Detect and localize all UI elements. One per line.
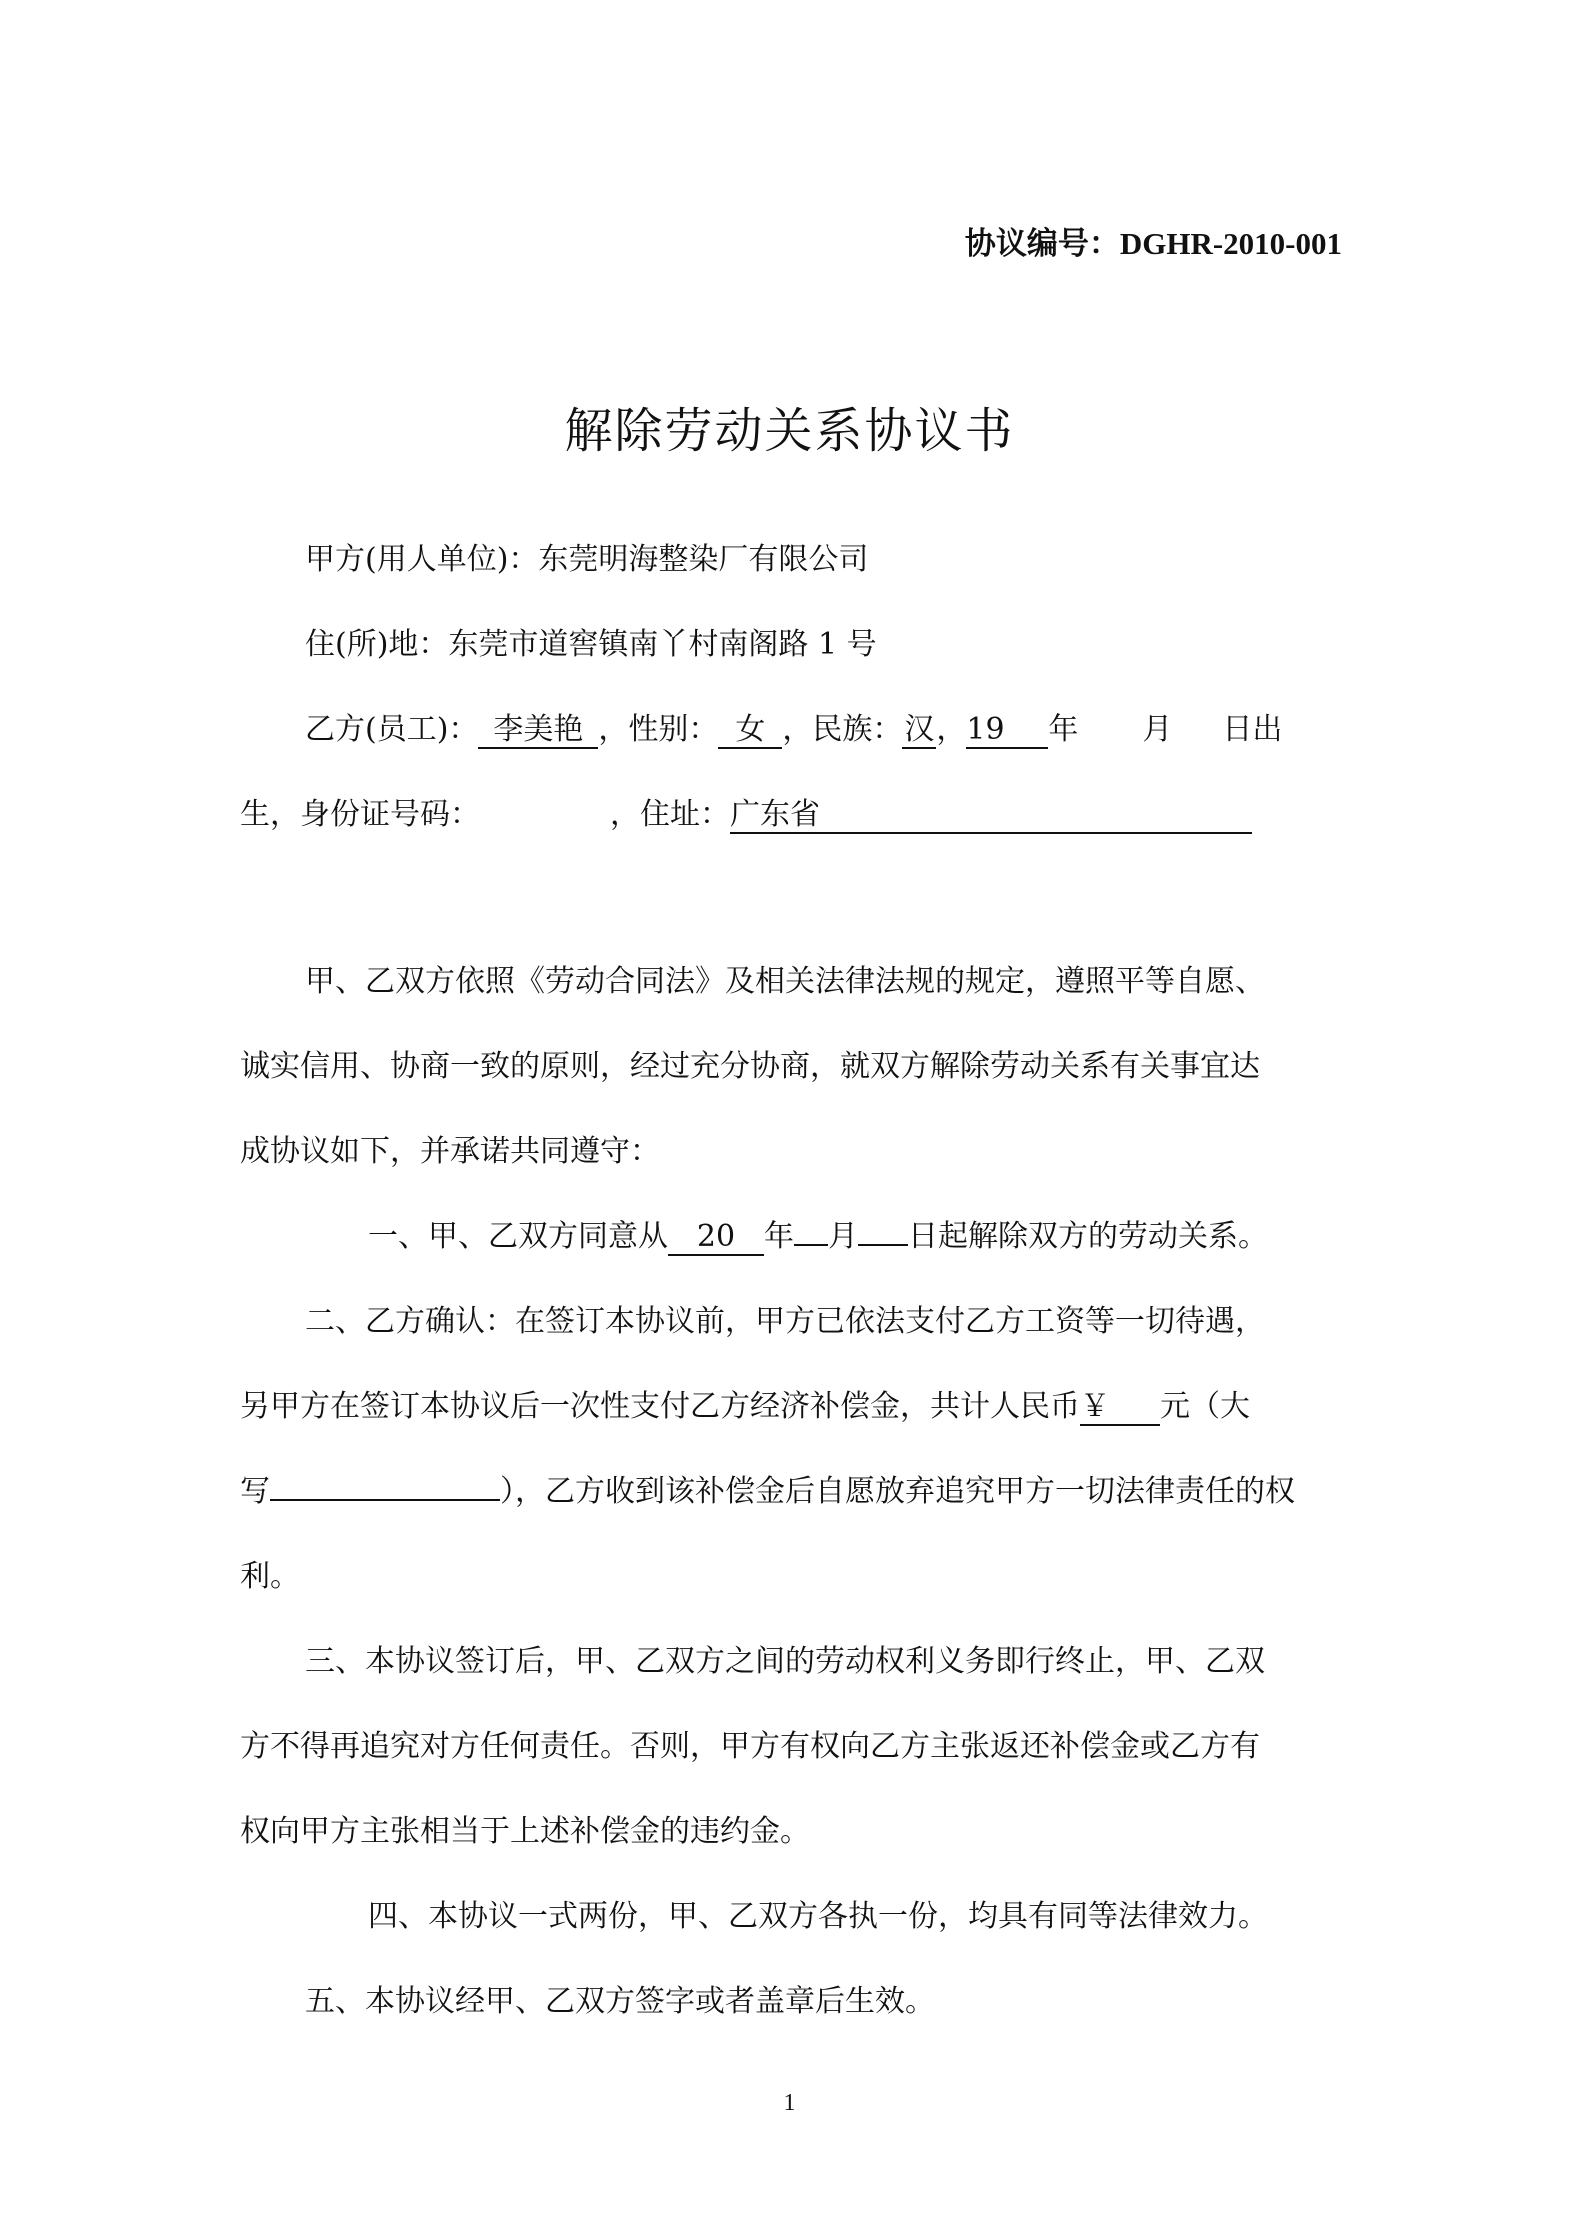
party-b-label: 乙方(员工)：	[305, 712, 479, 747]
document-title: 解除劳动关系协议书	[564, 403, 1015, 459]
party-b-id-label: 生，身份证号码：	[240, 797, 480, 832]
party-b-gender-label: ，性别：	[598, 712, 719, 747]
party-b-line: 乙方(员工)： 李美艳 ，性别： 女 ，民族：汉，19 年 月 日出	[305, 712, 1283, 747]
clause-1	[368, 1217, 1268, 1257]
page-number: 1	[783, 2090, 796, 2116]
preamble-line-1: 甲、乙双方依照《劳动合同法》及相关法律法规的规定，遵照平等自愿、	[305, 964, 1265, 999]
clause-2-line-3-start: 写	[240, 1474, 270, 1509]
clause-2-line-4: 利。	[240, 1559, 300, 1594]
party-b-address-label: ，住址：	[610, 797, 730, 832]
party-a-address-line	[305, 625, 877, 665]
party-b-year-label: 年	[1048, 712, 1079, 747]
clause-1-end: 日起解除双方的劳动关系。	[908, 1219, 1268, 1254]
party-a-address-label: 住(所)地：	[305, 627, 449, 662]
clause-1-month-label: 月	[828, 1219, 858, 1254]
clause-1-month-blank	[794, 1244, 828, 1246]
clause-2-line-2-end: 元（大	[1160, 1389, 1250, 1424]
clause-2-line-2	[240, 1387, 1250, 1427]
preamble-line-3: 成协议如下，并承诺共同遵守：	[240, 1134, 660, 1169]
party-b-birth-year: 19	[966, 713, 1048, 749]
party-b-month-label: 月	[1142, 712, 1173, 747]
clause-1-year-value: 20	[668, 1220, 764, 1256]
clause-2-amount: ￥	[1080, 1390, 1160, 1426]
clause-4: 四、本协议一式两份，甲、乙双方各执一份，均具有同等法律效力。	[368, 1899, 1268, 1934]
party-b-name: 李美艳	[478, 713, 598, 749]
party-b-ethnicity: 汉	[904, 712, 935, 747]
clause-1-start: 一、甲、乙双方同意从	[368, 1219, 668, 1254]
party-b-address: 广东省	[730, 798, 1252, 834]
clause-2-amount-words-blank	[270, 1499, 500, 1501]
party-b-gender: 女	[718, 713, 782, 749]
clause-3-line-3: 权向甲方主张相当于上述补偿金的违约金。	[240, 1814, 810, 1849]
clause-3-line-1: 三、本协议签订后，甲、乙双方之间的劳动权利义务即行终止，甲、乙双	[305, 1644, 1265, 1679]
clause-1-year-label: 年	[764, 1219, 794, 1254]
party-b-day-label: 日出	[1222, 712, 1283, 747]
party-b-ethnicity-label: ，民族：	[782, 712, 903, 747]
agreement-number: 协议编号：DGHR-2010-001	[964, 226, 1342, 261]
clause-2-line-2-start: 另甲方在签订本协议后一次性支付乙方经济补偿金，共计人民币	[240, 1389, 1080, 1424]
clause-5: 五、本协议经甲、乙双方签字或者盖章后生效。	[305, 1984, 935, 2019]
party-a-address: 东莞市道窖镇南丫村南阁路 1 号	[448, 627, 877, 662]
preamble-line-2: 诚实信用、协商一致的原则，经过充分协商，就双方解除劳动关系有关事宜达	[240, 1049, 1260, 1084]
party-a-label: 甲方(用人单位)：	[305, 542, 539, 577]
party-b-line-2	[240, 795, 1252, 835]
clause-2-line-1: 二、乙方确认：在签订本协议前，甲方已依法支付乙方工资等一切待遇，	[305, 1304, 1265, 1339]
clause-1-day-blank	[858, 1244, 908, 1246]
clause-2-line-3	[240, 1472, 1295, 1512]
party-a-name: 东莞明海整染厂有限公司	[538, 542, 869, 577]
clause-3-line-2: 方不得再追究对方任何责任。否则，甲方有权向乙方主张返还补偿金或乙方有	[240, 1729, 1260, 1764]
party-a-line	[305, 540, 868, 580]
clause-2-line-3-end: ），乙方收到该补偿金后自愿放弃追究甲方一切法律责任的权	[500, 1474, 1295, 1509]
